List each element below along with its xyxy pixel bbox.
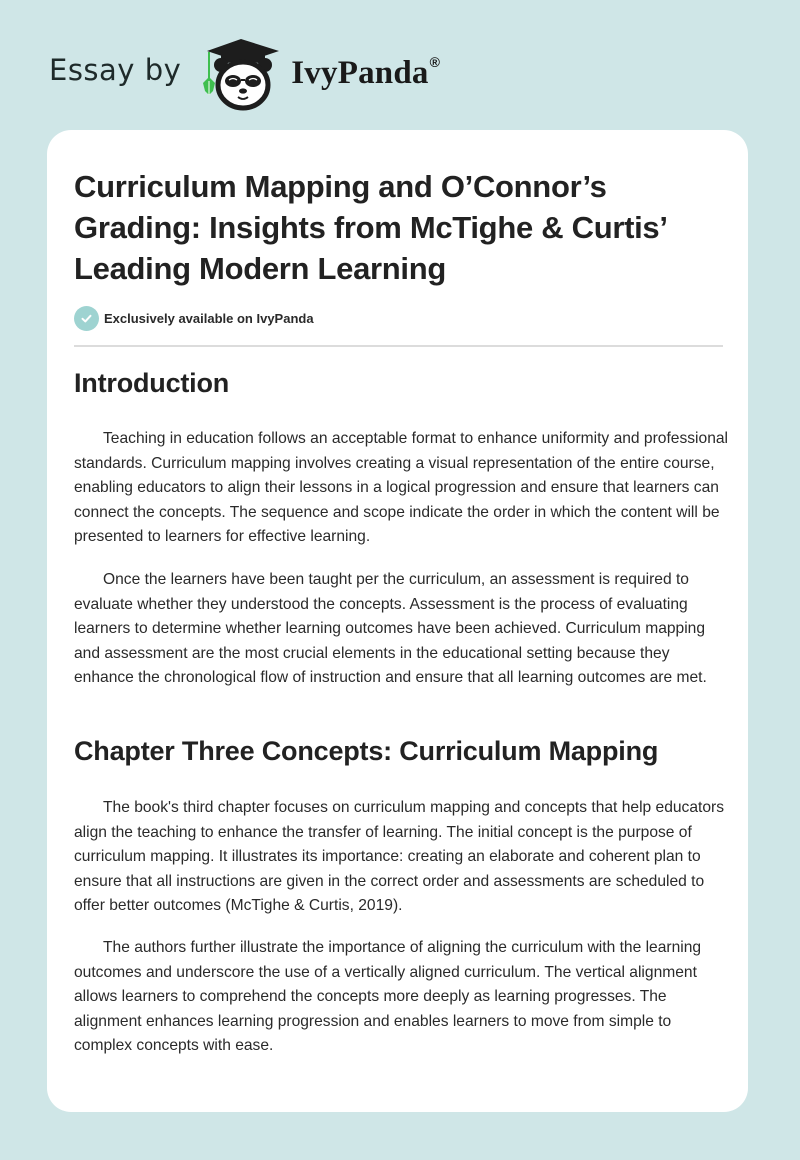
- paragraph: Teaching in education follows an acceptable format to enhance uniformity and professional standards. Curriculum mapping involves creating a visual representation of the entire course, enabling educators to align their lessons in a logical progression and ensure that learners can connect the concepts. The sequence and scope indicate the order in which the content will be presented to learners for effective learning.: [74, 430, 728, 546]
- divider: [74, 345, 723, 347]
- section-heading-introduction: Introduction: [74, 368, 230, 398]
- paragraph: The authors further illustrate the importance of aligning the curriculum with the learning outcomes and underscore the use of a vertically aligned curriculum. The vertical alignment allows learners to comprehend the concepts more deeply as learning progresses. The alignment enhances learning progression and enables learners to move from simple to complex concepts with ease.: [74, 939, 702, 1055]
- essay-by-label: Essay by: [49, 53, 182, 87]
- brand-name-text: IvyPanda: [291, 54, 429, 91]
- exclusive-text: Exclusively available on IvyPanda: [104, 311, 314, 326]
- essay-card: [47, 130, 748, 1112]
- exclusive-badge: [74, 306, 314, 331]
- paragraph: The book's third chapter focuses on curriculum mapping and concepts that help educators align the teaching to enhance the transfer of learning. The initial concept is the purpose of curriculum mapping. It illustrates its importance: creating an elaborate and coherent plan to ensure that all instructions are given in the correct order and assessments are scheduled to offer better outcomes (McTighe & Curtis, 2019).: [74, 799, 725, 915]
- section-heading-chapter-three: Chapter Three Concepts: Curriculum Mapping: [74, 736, 659, 766]
- page-title: Curriculum Mapping and O’Connor’s Grading: Insights from McTighe & Curtis’ Leading Modern Learning: [74, 169, 666, 286]
- brand-logo-link[interactable]: [49, 33, 440, 113]
- paragraph: Once the learners have been taught per the curriculum, an assessment is required to evaluate whether they understood the concepts. Assessment is the process of evaluating learners to determine whether learning outcomes have been achieved. Curriculum mapping and assessment are the most crucial elements in the educational setting because they enhance the chronological flow of instruction and ensure that all learning outcomes are met.: [74, 571, 707, 687]
- registered-mark: ®: [429, 53, 441, 70]
- panda-graduate-icon: [199, 35, 285, 111]
- site-header: [0, 0, 800, 130]
- brand-name: [291, 55, 440, 92]
- check-circle-icon: [74, 306, 99, 331]
